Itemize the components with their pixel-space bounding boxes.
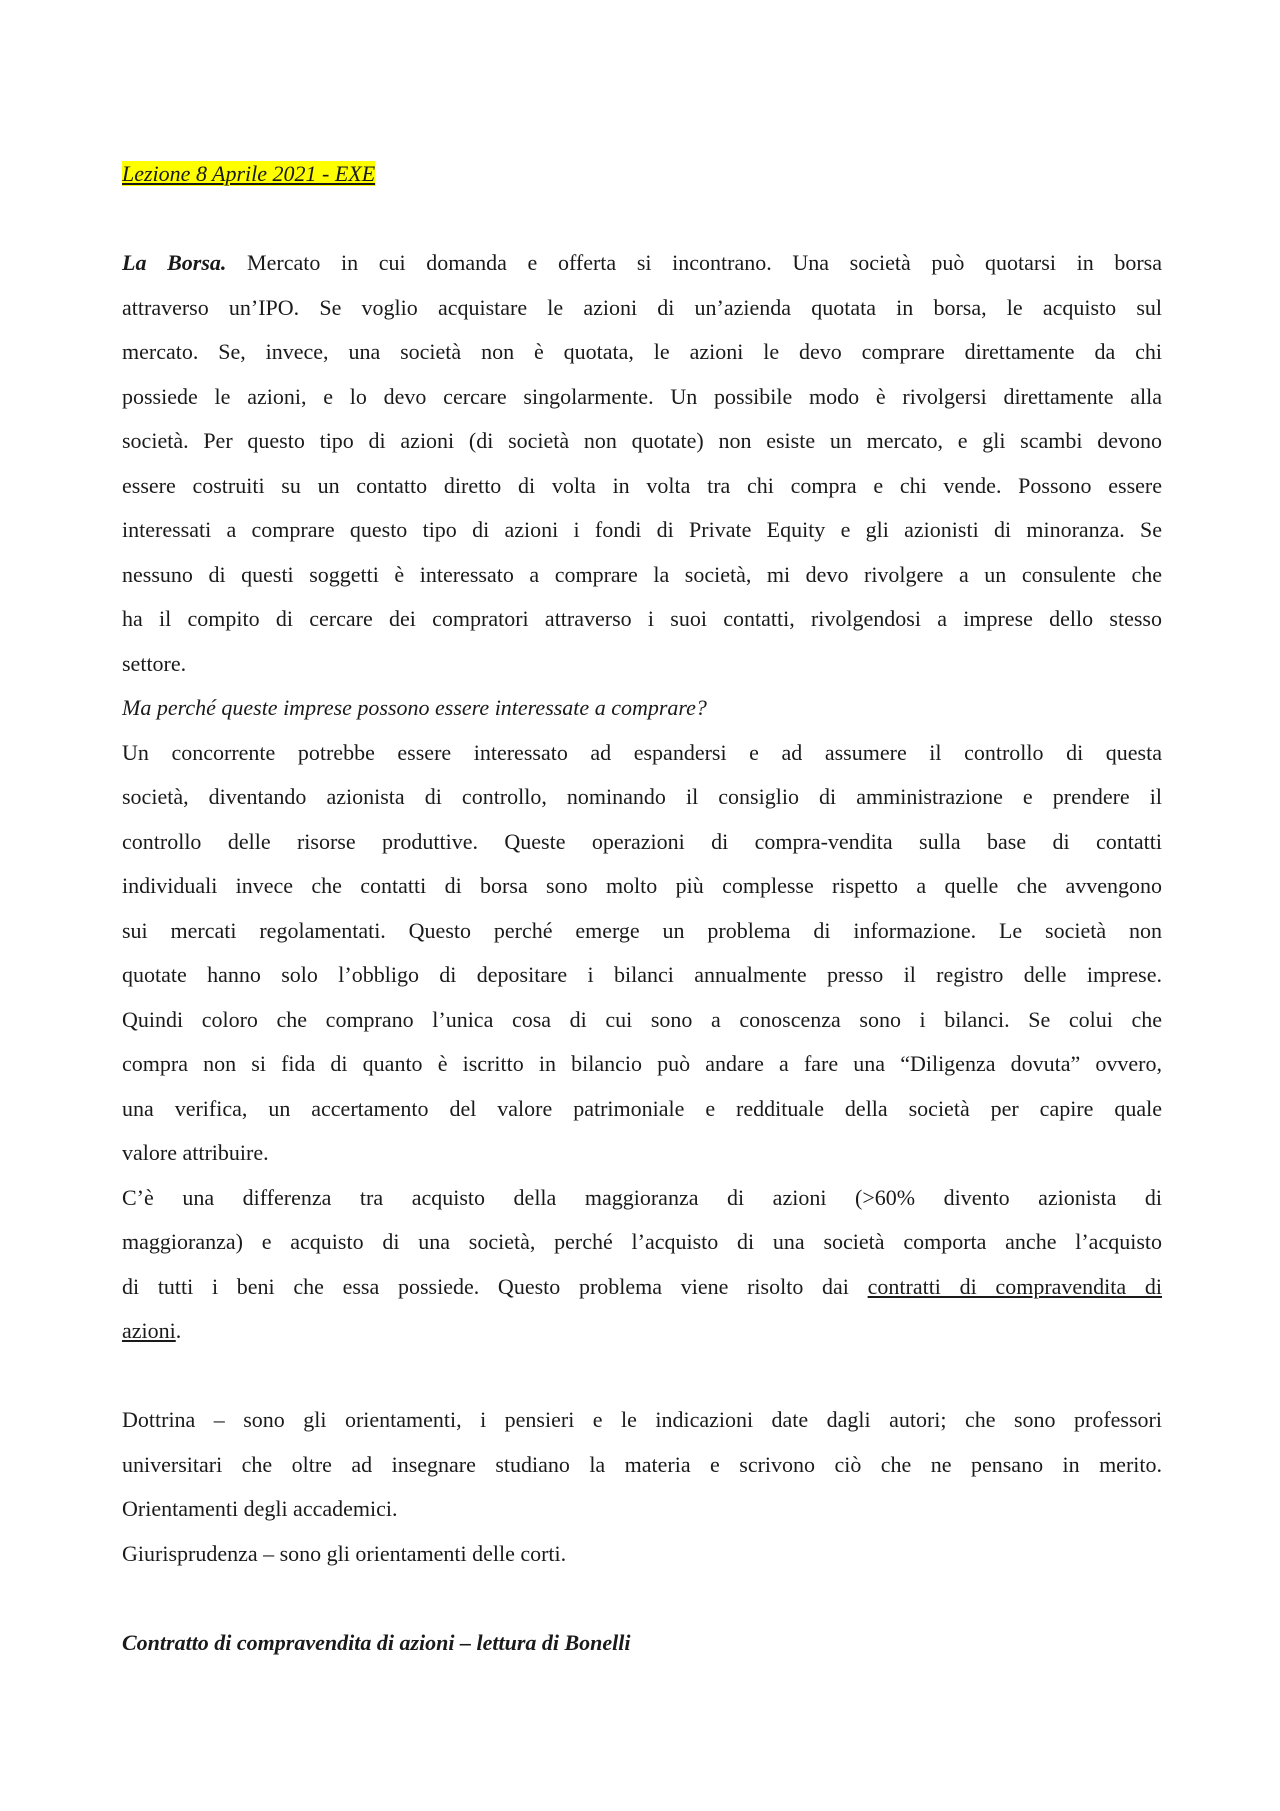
paragraph-line: maggioranza) e acquisto di una società, perché l’acquisto di una società comporta anche l’acquisto <box>122 1229 1162 1254</box>
paragraph-line: Dottrina – sono gli orientamenti, i pensieri e le indicazioni date dagli autori; che sono professori <box>122 1407 1162 1432</box>
spacer <box>122 1354 1162 1399</box>
paragraph-line: essere costruiti su un contatto diretto di volta in volta tra chi compra e chi vende. Possono essere <box>122 472 1162 498</box>
lesson-title: Lezione 8 Aprile 2021 - EXE <box>122 161 376 186</box>
paragraph-line: controllo delle risorse produttive. Queste operazioni di compra-vendita sulla base di contatti <box>122 828 1162 854</box>
spacer <box>122 197 1162 242</box>
paragraph-line: Orientamenti degli accademici. <box>122 1496 398 1521</box>
spacer <box>122 1576 1162 1621</box>
paragraph-line: società. Per questo tipo di azioni (di società non quotate) non esiste un mercato, e gli scambi devono <box>122 428 1162 453</box>
section-heading: Contratto di compravendita di azioni – lettura di Bonelli <box>122 1629 631 1655</box>
paragraph-line: ha il compito di cercare dei compratori attraverso i suoi contatti, rivolgendosi a imprese dello stesso <box>122 606 1162 631</box>
paragraph-line: possiede le azioni, e lo devo cercare singolarmente. Un possibile modo è rivolgersi direttamente alla <box>122 383 1162 409</box>
title-line <box>122 152 1162 197</box>
paragraph-line: interessati a comprare questo tipo di azioni i fondi di Private Equity e gli azionisti di minoranza. Se <box>122 517 1162 542</box>
paragraph-line: Un concorrente potrebbe essere interessato ad espandersi e ad assumere il controllo di questa <box>122 739 1162 765</box>
giurisprudenza-line: Giurisprudenza – sono gli orientamenti delle corti. <box>122 1540 567 1566</box>
borsa-paragraph <box>122 241 1162 686</box>
paragraph-line: valore attribuire. <box>122 1140 269 1165</box>
paragraph-line: una verifica, un accertamento del valore patrimoniale e reddituale della società per capire quale <box>122 1095 1162 1121</box>
document-page <box>122 152 1162 1665</box>
paragraph-line: individuali invece che contatti di borsa sono molto più complesse rispetto a quelle che avvengono <box>122 873 1162 898</box>
paragraph-line: nessuno di questi soggetti è interessato a comprare la società, mi devo rivolgere a un consulente che <box>122 561 1162 587</box>
dottrina-paragraph <box>122 1398 1162 1532</box>
paragraph-line: La Borsa. Mercato in cui domanda e offerta si incontrano. Una società può quotarsi in borsa <box>122 250 1162 275</box>
contracts-link[interactable]: contratti di compravendita di <box>867 1273 1162 1299</box>
paragraph-line: quotate hanno solo l’obbligo di depositare i bilanci annualmente presso il registro delle imprese. <box>122 962 1162 987</box>
paragraph-line: settore. <box>122 650 187 676</box>
difference-paragraph <box>122 1176 1162 1354</box>
question-line: Ma perché queste imprese possono essere interessate a comprare? <box>122 695 707 720</box>
paragraph-line: Quindi coloro che comprano l’unica cosa di cui sono a conoscenza sono i bilanci. Se colui che <box>122 1006 1162 1032</box>
borsa-heading: La Borsa. <box>122 250 227 275</box>
paragraph-line: attraverso un’IPO. Se voglio acquistare le azioni di un’azienda quotata in borsa, le acquisto sul <box>122 294 1162 320</box>
contracts-link-continued[interactable]: azioni <box>122 1318 176 1343</box>
paragraph-line: mercato. Se, invece, una società non è quotata, le azioni le devo comprare direttamente da chi <box>122 339 1162 364</box>
paragraph-line: azioni. <box>122 1318 182 1343</box>
answer-paragraph <box>122 731 1162 1176</box>
paragraph-line: compra non si fida di quanto è iscritto in bilancio può andare a fare una “Diligenza dovuta” ovvero, <box>122 1051 1162 1076</box>
paragraph-line: di tutti i beni che essa possiede. Questo problema viene risolto dai contratti di compravendita di <box>122 1273 1162 1299</box>
paragraph-line: C’è una differenza tra acquisto della maggioranza di azioni (>60% divento azionista di <box>122 1184 1162 1210</box>
paragraph-line: società, diventando azionista di controllo, nominando il consiglio di amministrazione e prendere il <box>122 784 1162 809</box>
paragraph-line: sui mercati regolamentati. Questo perché emerge un problema di informazione. Le società non <box>122 917 1162 943</box>
paragraph-line: universitari che oltre ad insegnare studiano la materia e scrivono ciò che ne pensano in merito. <box>122 1451 1162 1477</box>
